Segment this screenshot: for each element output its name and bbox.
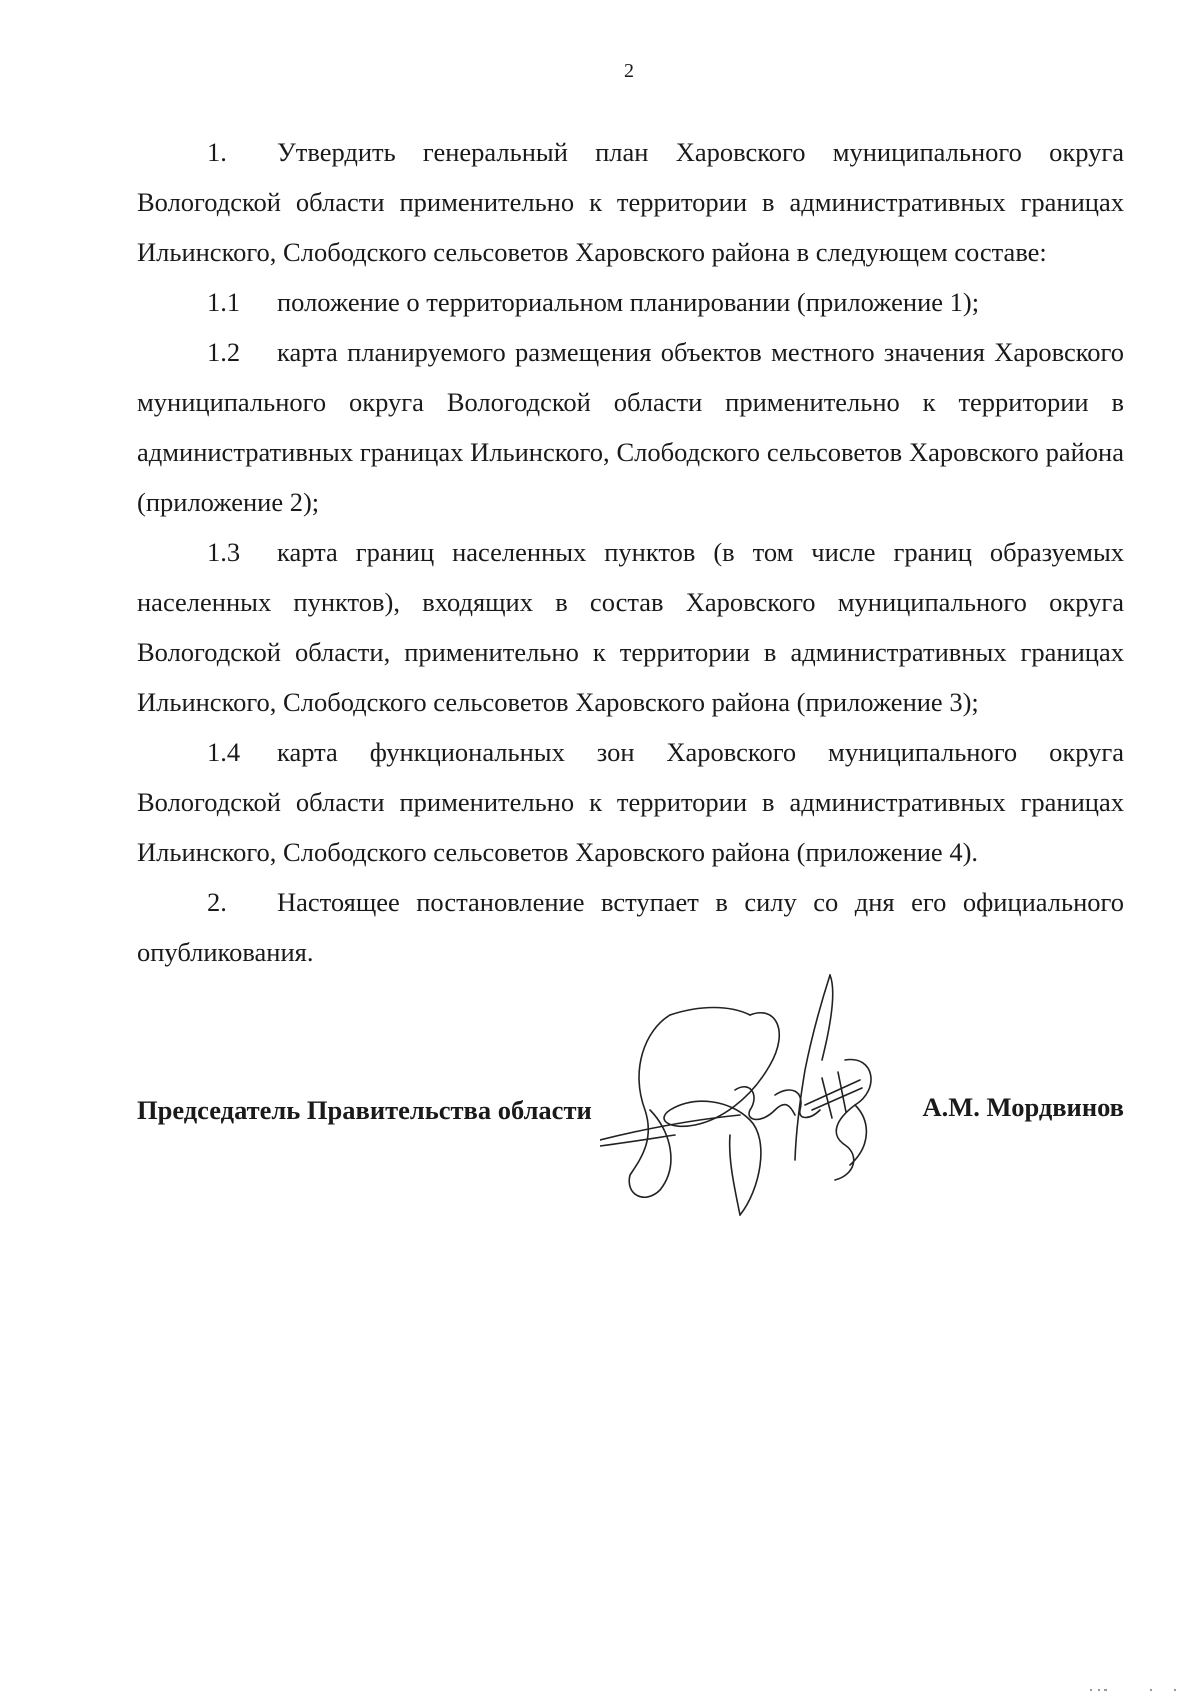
document-body (137, 127, 1124, 977)
paragraph-text: Утвердить генеральный план Харовского муниципального округа Вологодской области применительно к территории в административных границах Ильинского, Слободского сельсоветов Харовского района в следующем составе: (137, 137, 1124, 267)
paragraph-text: Настоящее постановление вступает в силу со дня его официального опубликования. (137, 887, 1124, 967)
paragraph-number: 1.2 (207, 337, 241, 367)
paragraph-text: положение о территориальном планировании (приложение 1); (277, 287, 980, 317)
paragraph-1-4 (137, 727, 1124, 877)
signatory-title: Председатель Правительства области (137, 1095, 592, 1125)
paragraph-number: 2. (207, 887, 227, 917)
paragraph-1-1 (137, 277, 1124, 327)
paragraph-text: карта границ населенных пунктов (в том числе границ образуемых населенных пунктов), входящих в состав Харовского муниципального округа Вологодской области, применительно к территории в административных границах Ильинского, Слободского сельсоветов Харовского района (приложение 3); (137, 537, 1124, 717)
paragraph-number: 1.1 (207, 287, 241, 317)
paragraph-1 (137, 127, 1124, 277)
paragraph-text: карта функциональных зон Харовского муниципального округа Вологодской области применительно к территории в административных границах Ильинского, Слободского сельсоветов Харовского района (приложение 4). (137, 737, 1124, 867)
signatory-name: А.М. Мордвинов (922, 1092, 1124, 1122)
paragraph-number: 1. (207, 137, 227, 167)
page-number: 2 (624, 60, 634, 82)
paragraph-number: 1.4 (207, 737, 241, 767)
paragraph-1-3 (137, 527, 1124, 727)
paragraph-number: 1.3 (207, 537, 241, 567)
paragraph-1-2 (137, 327, 1124, 527)
signature-block (137, 1092, 1124, 1155)
scan-artifact (1090, 1687, 1180, 1693)
paragraph-text: карта планируемого размещения объектов местного значения Харовского муниципального округа Вологодской области применительно к территории в административных границах Ильинского, Слободского сельсоветов Харовского района (приложение 2); (137, 337, 1124, 517)
